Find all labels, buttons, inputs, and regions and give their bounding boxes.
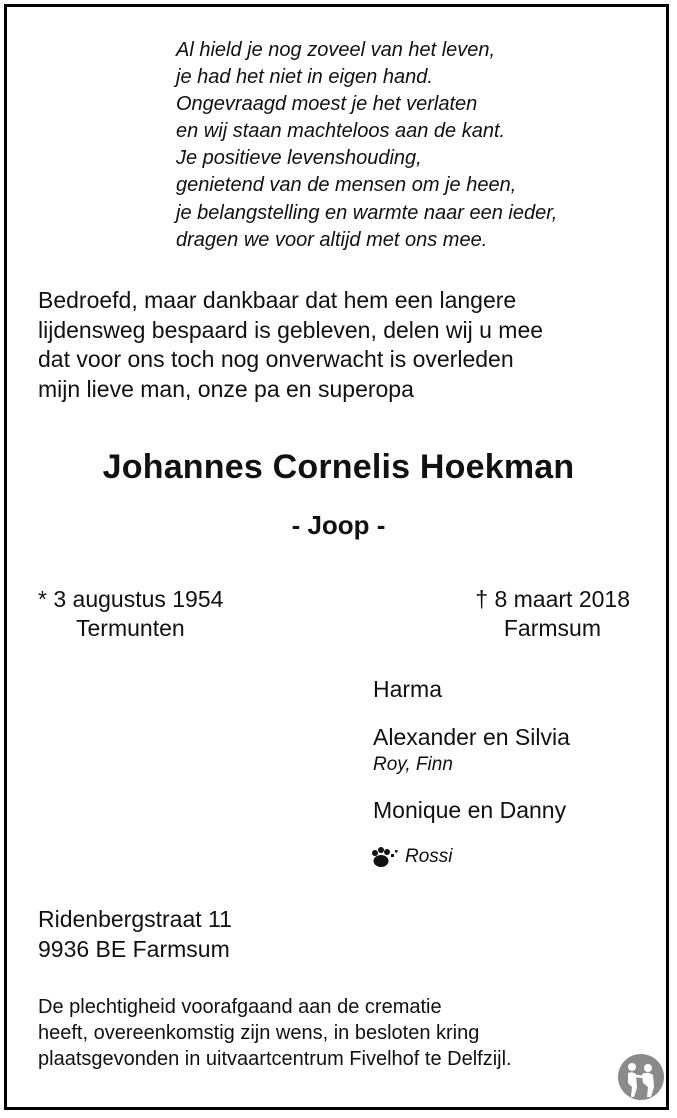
paw-icon <box>371 845 399 869</box>
deceased-name: Johannes Cornelis Hoekman <box>102 448 575 486</box>
deceased-nickname: - Joop - <box>291 510 386 540</box>
intro-line: Bedroefd, maar dankbaar dat hem een langere <box>38 287 517 313</box>
poem-line: Al hield je nog zoveel van het leven, <box>176 39 496 61</box>
family-spouse: Harma <box>373 676 443 702</box>
ceremony-note <box>38 994 512 1072</box>
family-child: Alexander en Silvia <box>373 724 570 750</box>
intro-line: mijn lieve man, onze pa en superopa <box>38 375 414 402</box>
address-city: 9936 BE Farmsum <box>38 936 230 962</box>
birth-date: * 3 augustus 1954 <box>38 586 224 612</box>
family-child: Monique en Danny <box>373 797 567 823</box>
ceremony-line: De plechtigheid voorafgaand aan de crematie <box>38 996 442 1018</box>
poem-line: dragen we voor altijd met ons mee. <box>176 228 488 251</box>
ceremony-line: plaatsgevonden in uitvaartcentrum Fivelhof te Delfzijl. <box>38 1048 512 1070</box>
poem-line: je had het niet in eigen hand. <box>176 66 433 89</box>
poem-line: Je positieve levenshouding, <box>176 147 422 170</box>
ceremony-line: heeft, overeenkomstig zijn wens, in besloten kring <box>38 1022 480 1044</box>
intro-line: dat voor ons toch nog onverwacht is overleden <box>38 346 514 372</box>
poem-line: genietend van de mensen om je heen, <box>176 174 517 197</box>
family-grandchildren: Roy, Finn <box>373 754 453 775</box>
poem <box>176 37 557 254</box>
poem-line: je belangstelling en warmte naar een ieder, <box>176 201 558 224</box>
poem-line: Ongevraagd moest je het verlaten <box>176 93 478 116</box>
family-pet: Rossi <box>405 846 453 867</box>
poem-line: en wij staan machteloos aan de kant. <box>176 120 506 143</box>
intro-line: lijdensweg bespaard is gebleven, delen wij u mee <box>38 316 544 343</box>
death-date: † 8 maart 2018 <box>475 586 630 612</box>
death-place: Farmsum <box>503 615 601 641</box>
memorial-logo-icon <box>617 1053 665 1101</box>
intro-text <box>38 286 543 404</box>
birth-place: Termunten <box>76 615 185 641</box>
address <box>38 904 232 964</box>
address-street: Ridenbergstraat 11 <box>38 906 232 932</box>
